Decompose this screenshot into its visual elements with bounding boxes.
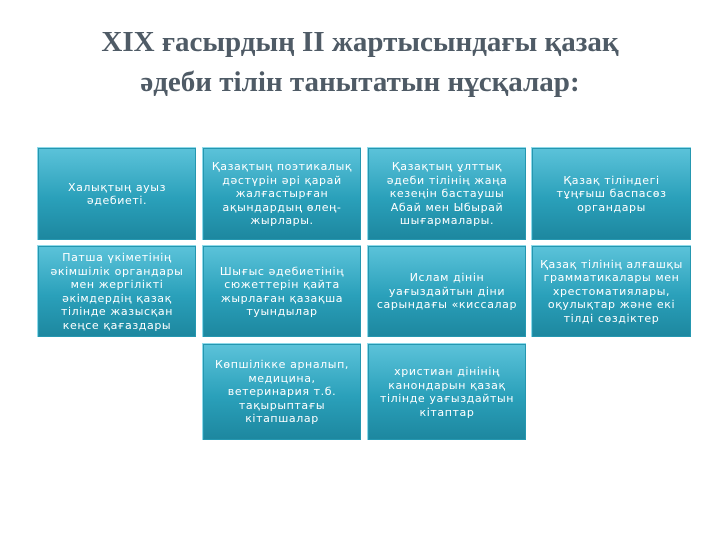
cell-text: Қазақ тіліндегі тұңғыш баспасөз органдары <box>556 173 667 214</box>
cell-text: христиан дінінің канондарын қазақ тілінде уағыздайтын кітаптар <box>379 365 515 419</box>
slide-title <box>40 22 680 102</box>
slide-title-line-2: әдеби тілін танытатын нұсқалар: <box>140 66 580 98</box>
table-cell-oral-literature <box>37 147 196 240</box>
cell-text: Қазақ тілінің алғашқы грамматикалары мен хрестоматиялары, оқулықтар және екі тілді сөздіктер <box>540 257 683 325</box>
table-cell-eastern-plots <box>202 245 361 337</box>
table-cell-poets-songs <box>202 147 361 240</box>
table-cell-press-organs <box>531 147 691 240</box>
cell-text: Қазақтың поэтикалық дәстүрін әрі қарай жалғастырған ақындардың өлең-жырлары. <box>211 160 353 228</box>
cell-text: Халықтың ауыз әдебиеті. <box>67 180 167 207</box>
table-cell-medical-booklets <box>202 343 361 440</box>
cell-text: Көпшілікке арналып, медицина, ветеринария т.б. тақырыптағы кітапшалар <box>215 358 349 426</box>
cell-text: Патша үкіметінің әкімшілік органдары мен жергілікті әкімдердің қазақ тілінде жазысқан кеңсе қағаздары <box>50 251 184 332</box>
cell-text: Шығыс әдебиетінің сюжеттерін қайта жырлаған қазақша туындылар <box>219 264 345 318</box>
cell-text: Қазақтың ұлттық әдеби тілінің жаңа кезеңін бастаушы Абай мен Ыбырай шығармалары. <box>386 160 508 228</box>
table-cell-christian-books <box>367 343 526 440</box>
table-cell-grammars-dictionaries <box>531 245 691 337</box>
table-cell-office-papers <box>37 245 196 337</box>
table-cell-islamic-kissas <box>367 245 526 337</box>
cell-text: Ислам дінін уағыздайтын діни сарындағы «киссалар <box>376 271 518 312</box>
slide-title-line-1: XIX ғасырдың ІІ жартысындағы қазақ <box>101 26 619 58</box>
table-cell-abai-ybyrai <box>367 147 526 240</box>
